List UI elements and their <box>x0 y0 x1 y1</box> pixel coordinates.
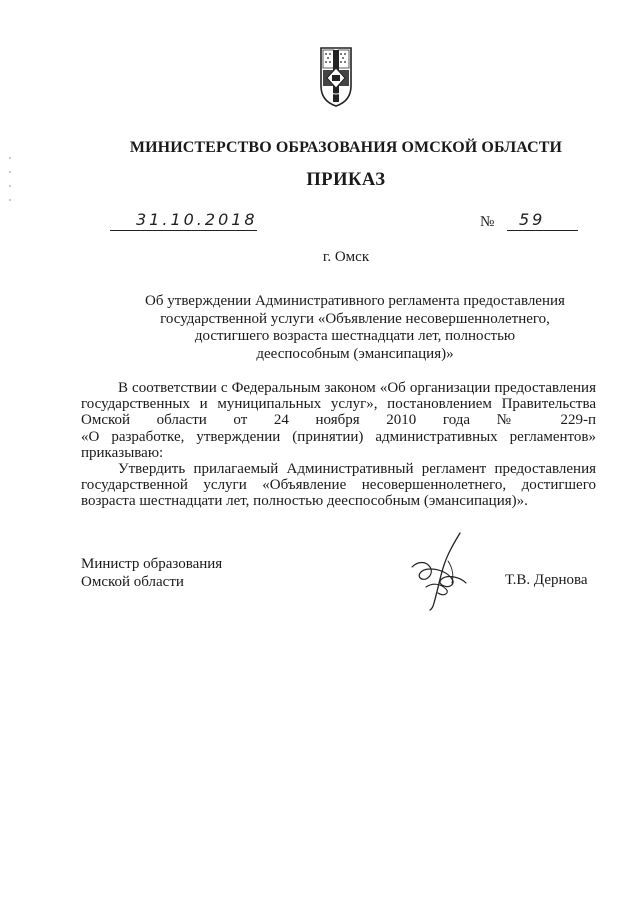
subject-line: Об утверждении Административного регламента предоставления <box>145 293 565 309</box>
number-field <box>507 210 578 231</box>
document-number: 59 <box>519 210 546 229</box>
body-line: возраста шестнадцати лет, полностью дееспособным (эмансипация)». <box>81 493 528 510</box>
date-field <box>110 210 258 231</box>
subject-line: достигшего возраста шестнадцати лет, полностью <box>194 328 516 344</box>
body-line: В соответствии с Федеральным законом «Об организации предоставления <box>118 380 596 396</box>
city: г. Омск <box>322 249 370 265</box>
subject-line: дееспособным (эмансипация)» <box>256 345 454 362</box>
signer-name: Т.В. Дернова <box>505 572 588 588</box>
ministry-name: МИНИСТЕРСТВО ОБРАЗОВАНИЯ ОМСКОЙ ОБЛАСТИ <box>129 139 563 156</box>
body-line: государственных и муниципальных услуг», постановлением Правительства <box>81 396 596 413</box>
body-line: государственной услуги «Объявление несовершеннолетнего, достигшего <box>81 477 596 494</box>
signer-title <box>81 556 222 591</box>
body-line: Омской области от 24 ноября 2010 года № 229-п <box>81 412 596 429</box>
scan-margin-marks <box>6 155 14 205</box>
coat-of-arms-icon <box>319 46 353 108</box>
body-line: «О разработке, утверждении (принятии) административных регламентов» <box>81 428 596 445</box>
signer-title-line: Министр образования <box>81 556 223 572</box>
document-subject <box>120 293 590 363</box>
handwritten-signature-icon <box>408 531 478 611</box>
document-body <box>81 380 596 510</box>
document-type: ПРИКАЗ <box>306 170 386 190</box>
subject-line: государственной услуги «Объявление несовершеннолетнего, <box>160 310 550 327</box>
document-date: 31.10.2018 <box>136 210 258 229</box>
number-sign: № <box>480 214 495 230</box>
body-line: приказываю: <box>81 444 164 461</box>
body-line: Утвердить прилагаемый Административный регламент предоставления <box>118 461 596 478</box>
signer-title-line: Омской области <box>81 573 184 590</box>
